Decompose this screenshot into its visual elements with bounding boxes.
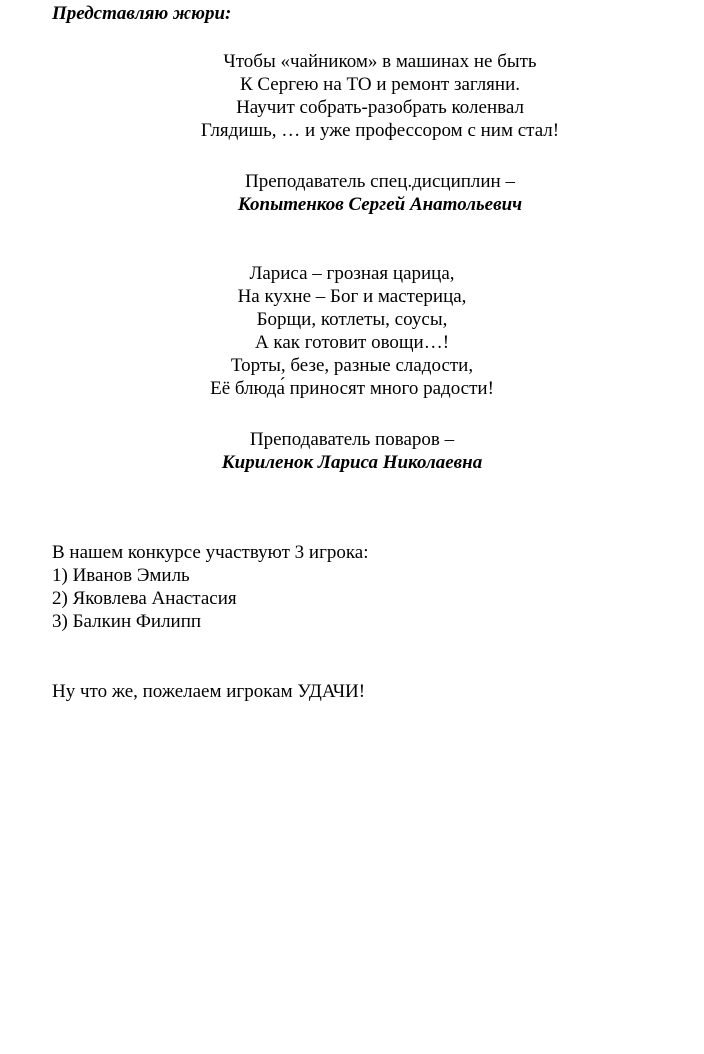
poem-line: На кухне – Бог и мастерица, [237,286,467,307]
teacher-larisa [0,428,704,474]
poem-line: А как готовит овощи…! [254,332,450,353]
poem-line: Глядишь, … и уже профессором с ним стал! [200,120,560,141]
poem-line: Научит собрать-разобрать коленвал [236,97,524,118]
players-section [52,541,369,633]
poem-line: Торты, безе, разные сладости, [230,355,474,376]
player-item: 3) Балкин Филипп [52,611,202,632]
poem-line: Её блюда́ приносят много радости! [210,378,494,399]
teacher-sergey [28,170,704,216]
poem-larisa [0,262,704,400]
poem-line: Лариса – грозная царица, [249,263,455,284]
teacher-name: Копытенков Сергей Анатольевич [237,194,523,215]
poem-line: Чтобы «чайником» в машинах не быть [223,51,537,72]
poem-line: Борщи, котлеты, соусы, [256,309,448,330]
player-item: 2) Яковлева Анастасия [52,588,237,609]
teacher-name: Кириленок Лариса Николаевна [221,452,483,473]
closing-wish: Ну что же, пожелаем игрокам УДАЧИ! [52,681,366,702]
players-intro: В нашем конкурсе участвуют 3 игрока: [52,542,369,563]
teacher-role: Преподаватель поваров – [249,429,455,450]
player-item: 1) Иванов Эмиль [52,565,190,586]
poem-sergey [28,50,704,142]
poem-line: К Сергею на ТО и ремонт загляни. [239,74,521,95]
teacher-role: Преподаватель спец.дисциплин – [245,171,515,192]
jury-heading: Представляю жюри: [52,3,232,24]
